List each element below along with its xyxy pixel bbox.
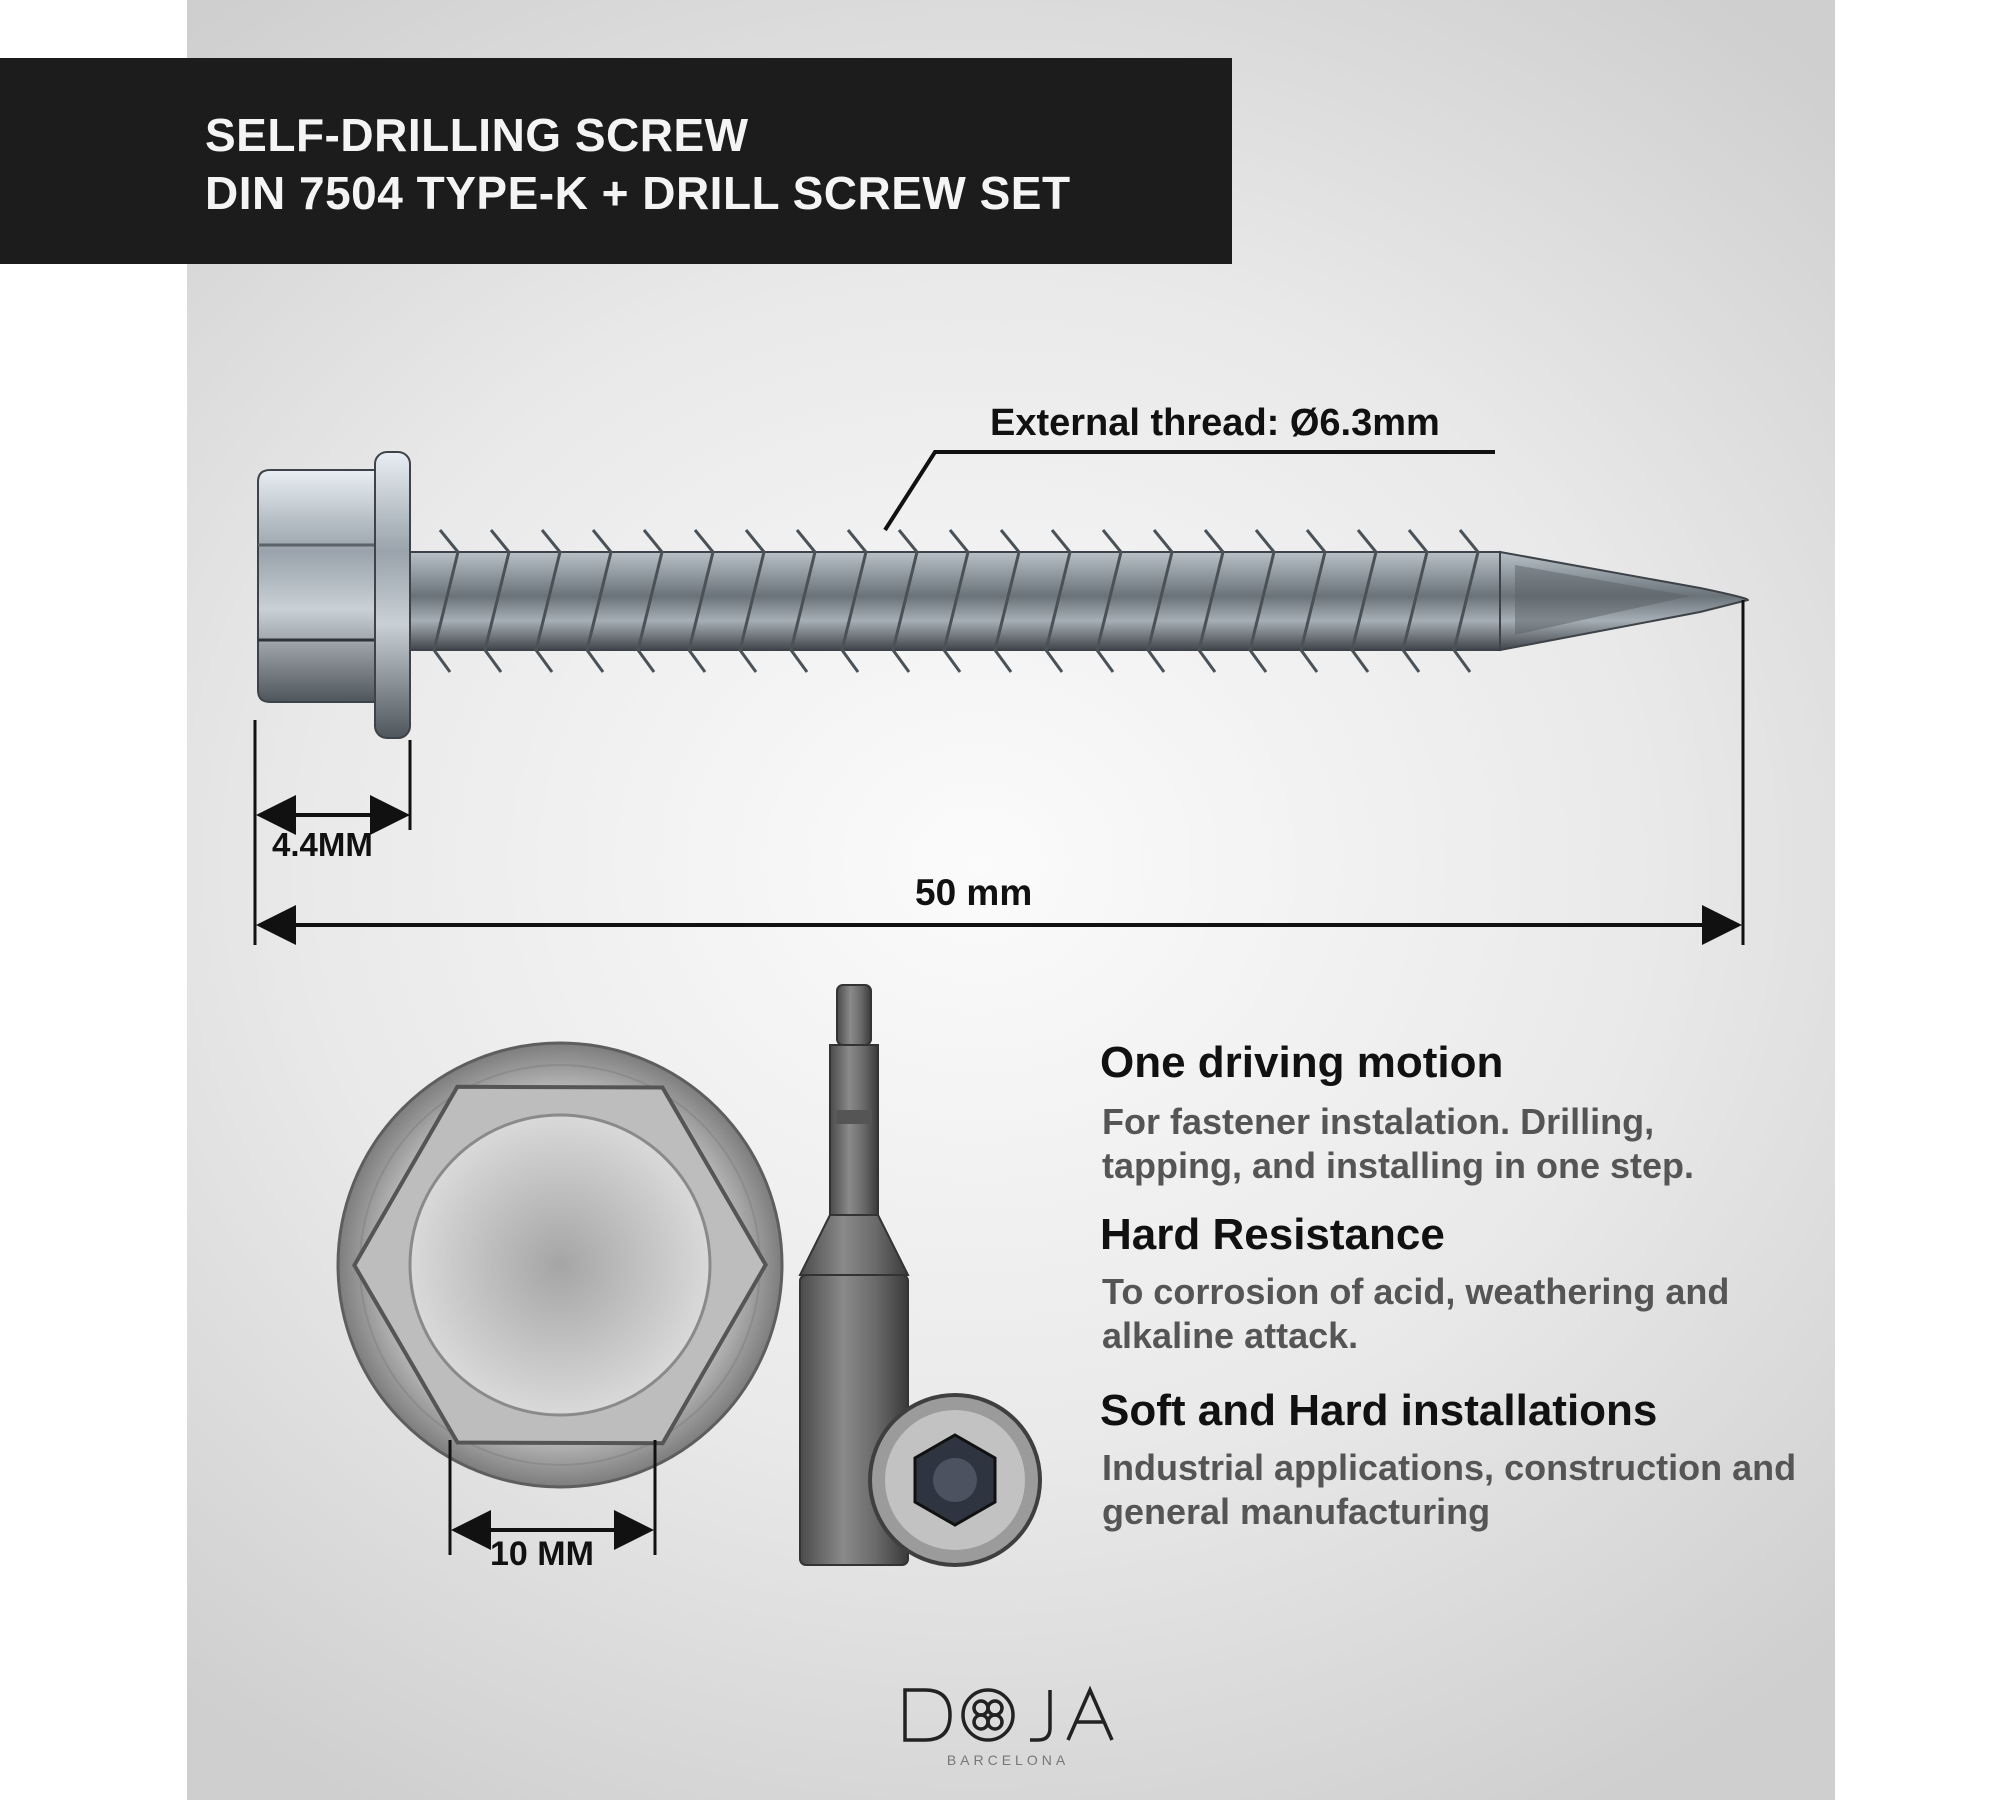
feature-1-title: One driving motion	[1100, 1038, 1504, 1087]
head-width-label: 10 MM	[490, 1535, 594, 1573]
length-label: 50 mm	[915, 872, 1033, 913]
screw-head-top-view	[303, 998, 816, 1531]
feature-3-title: Soft and Hard installations	[1100, 1386, 1658, 1435]
feature-3-text: Industrial applications, construction and general manufacturing	[1102, 1447, 1797, 1532]
brand-subtitle: BARCELONA	[946, 1752, 1070, 1768]
thread-diameter-label: External thread: Ø6.3mm	[990, 402, 1440, 444]
feature-1-text: For fastener instalation. Drilling, tapping, and installing in one step.	[1102, 1101, 1695, 1186]
doja-logo-icon	[905, 1690, 1112, 1740]
feature-2-title: Hard Resistance	[1100, 1210, 1445, 1259]
screw-side-view	[258, 452, 1748, 738]
head-height-label: 4.4MM	[272, 826, 373, 863]
drill-socket-bit	[800, 985, 1040, 1565]
feature-2-text: To corrosion of acid, weathering and alkaline attack.	[1102, 1271, 1730, 1356]
banner-title-line2: DIN 7504 TYPE-K + DRILL SCREW SET	[205, 167, 1071, 219]
banner-title-line1: SELF-DRILLING SCREW	[205, 109, 749, 161]
